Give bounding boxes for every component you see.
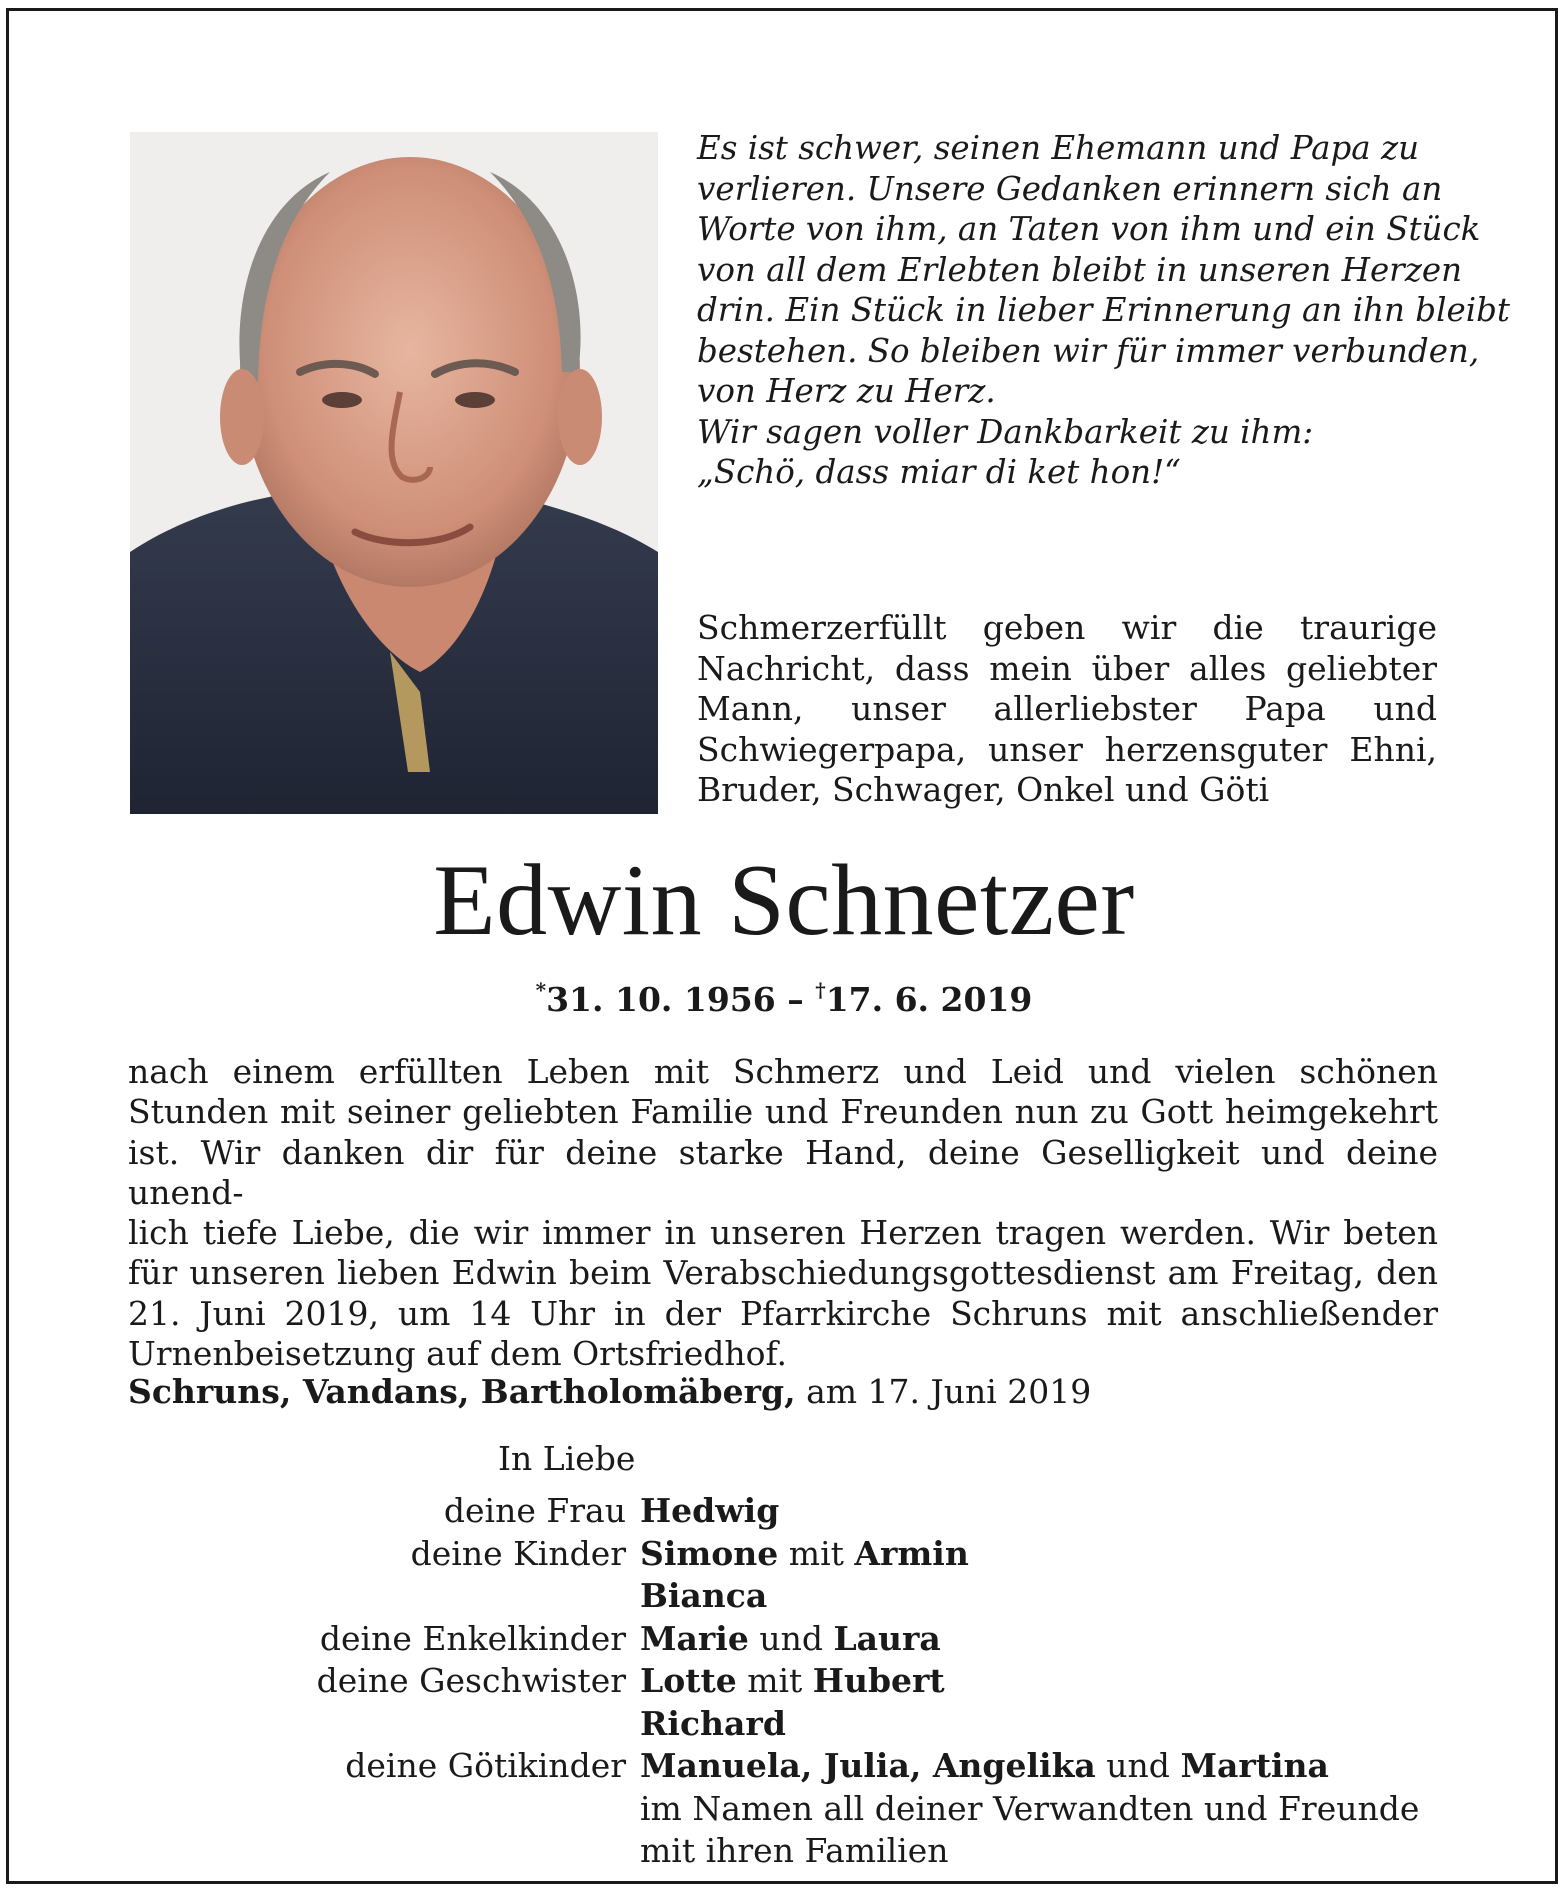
relation-label: deine Götikinder: [345, 1746, 626, 1785]
place-towns: Schruns, Vandans, Bartholomäberg,: [128, 1372, 796, 1411]
closing-row-2: [0, 1830, 1568, 1873]
connector: mit: [778, 1533, 855, 1573]
birth-date: 31. 10. 1956: [546, 980, 776, 1019]
intro-line: Mann, unser allerliebster Papa und: [697, 689, 1437, 728]
relation-label: deine Frau: [443, 1491, 626, 1530]
mourner-row-frau: [0, 1490, 1568, 1533]
mourner-name: Richard: [640, 1703, 786, 1743]
body-line: ist. Wir danken dir für deine starke Hand, deine Geselligkeit und deine unend-: [128, 1132, 1438, 1212]
relation-label: deine Geschwister: [316, 1661, 626, 1700]
deceased-name: Edwin Schnetzer: [433, 844, 1135, 957]
mourner-names: [640, 1703, 786, 1746]
mourners-list: [0, 1490, 1568, 1873]
mourner-name: Marie: [640, 1618, 749, 1658]
mourner-name: Bianca: [640, 1576, 768, 1615]
death-date: 17. 6. 2019: [825, 980, 1033, 1019]
mourner-row-kinder: [0, 1533, 1568, 1576]
mourner-row-geschwister: [0, 1660, 1568, 1703]
poem-line: bestehen. So bleiben wir für immer verbunden,: [697, 331, 1480, 370]
announcement-body: [128, 1052, 1438, 1374]
mourner-names: [640, 1490, 779, 1533]
portrait-photo: [130, 132, 658, 814]
mourner-name: Manuela, Julia, Angelika: [640, 1746, 1096, 1785]
connector: und: [748, 1618, 834, 1658]
connector: und: [1095, 1746, 1181, 1785]
poem-line: „Schö, dass miar di ket hon!“: [697, 453, 1181, 491]
date-separator: –: [775, 980, 816, 1019]
mourner-row-goetikinder: [0, 1745, 1568, 1788]
death-mark: †: [815, 978, 826, 1002]
intro-line: Bruder, Schwager, Onkel und Göti: [697, 770, 1270, 809]
in-love-heading: In Liebe: [498, 1439, 636, 1478]
poem-line: von all dem Erlebten bleibt in unseren Herzen: [697, 250, 1463, 289]
body-line: lich tiefe Liebe, die wir immer in unseren Herzen tragen werden. Wir beten: [128, 1213, 1438, 1253]
birth-mark: *: [535, 978, 547, 1002]
body-line: für unseren lieben Edwin beim Verabschiedungsgottesdienst am Freitag, den: [128, 1253, 1438, 1293]
intro-line: Schmerzerfüllt geben wir die traurige: [697, 608, 1437, 647]
body-line: Urnenbeisetzung auf dem Ortsfriedhof.: [128, 1334, 788, 1374]
mourner-name: Martina: [1180, 1746, 1329, 1785]
poem-line: Es ist schwer, seinen Ehemann und Papa zu: [697, 129, 1420, 167]
poem-line: Worte von ihm, an Taten von ihm und ein Stück: [697, 210, 1481, 248]
relation-label: deine Kinder: [410, 1533, 626, 1573]
mourner-name: Laura: [833, 1618, 941, 1658]
mourner-row-kinder-2: [0, 1575, 1568, 1618]
place-date: am 17. Juni 2019: [795, 1372, 1092, 1411]
mourner-row-geschwister-2: [0, 1703, 1568, 1746]
poem-line: drin. Ein Stück in lieber Erinnerung an ihn bleibt: [697, 291, 1510, 329]
mourner-row-enkel: [0, 1618, 1568, 1661]
relation-label: deine Enkelkinder: [319, 1618, 626, 1658]
closing-line: im Namen all deiner Verwandten und Freunde: [640, 1788, 1420, 1828]
connector: mit: [736, 1661, 813, 1700]
body-line: nach einem erfüllten Leben mit Schmerz und Leid und vielen schönen: [128, 1052, 1438, 1091]
mourner-name: Simone: [640, 1533, 779, 1573]
poem-line: von Herz zu Herz.: [697, 372, 996, 410]
closing-row-1: [0, 1788, 1568, 1831]
poem-block: [697, 128, 1510, 493]
mourner-name: Hubert: [812, 1661, 945, 1700]
place-and-date: [128, 1370, 1428, 1414]
intro-line: Nachricht, dass mein über alles geliebter: [697, 648, 1437, 688]
body-line: Stunden mit seiner geliebten Familie und Freunden nun zu Gott heimgekehrt: [128, 1092, 1438, 1132]
mourner-name: Hedwig: [640, 1491, 780, 1530]
mourner-names: [640, 1660, 945, 1703]
mourner-names: [640, 1533, 969, 1576]
closing-line: mit ihren Familien: [640, 1831, 949, 1870]
intro-line: Schwiegerpapa, unser herzensguter Ehni,: [697, 729, 1437, 769]
mourner-name: Lotte: [640, 1661, 737, 1700]
mourner-names: [640, 1618, 941, 1661]
life-dates: [0, 968, 1568, 1022]
mourner-name: Armin: [854, 1533, 969, 1573]
mourner-names: [640, 1575, 767, 1618]
body-line: 21. Juni 2019, um 14 Uhr in der Pfarrkirche Schruns mit anschließender: [128, 1293, 1438, 1333]
poem-line: Wir sagen voller Dankbarkeit zu ihm:: [697, 412, 1314, 451]
mourner-names: [640, 1745, 1329, 1788]
announcement-intro: [697, 608, 1437, 811]
poem-line: verlieren. Unsere Gedanken erinnern sich an: [697, 169, 1443, 208]
